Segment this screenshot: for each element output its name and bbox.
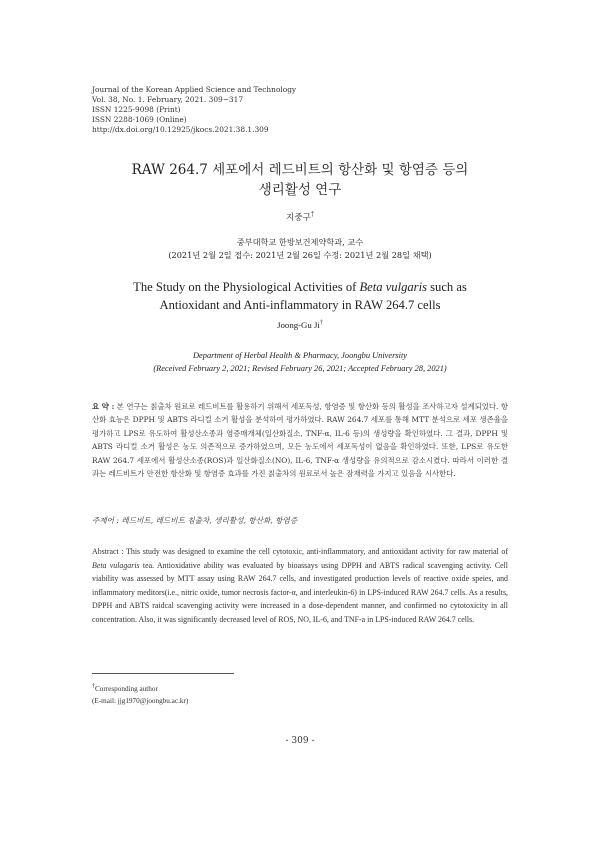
issn-print: ISSN 1225-9098 (Print) bbox=[92, 105, 181, 114]
title-en-pre: The Study on the Physiological Activities of bbox=[133, 280, 360, 294]
footnote bbox=[92, 683, 188, 707]
affiliation-kr-dept: 중부대학교 한방보건제약학과, 교수 bbox=[236, 237, 364, 247]
journal-info bbox=[92, 85, 296, 135]
affiliation-en bbox=[0, 350, 600, 375]
author-kr-mark: † bbox=[310, 211, 314, 219]
author-kr-name: 지중구 bbox=[286, 213, 311, 223]
journal-name: Journal of the Korean Applied Science and Technology bbox=[92, 85, 297, 94]
footnote-corresponding: Corresponding author bbox=[95, 685, 158, 693]
affiliation-kr bbox=[0, 236, 600, 262]
title-en-line2: Antioxidant and Anti-inflammatory in RAW 264.7 cells bbox=[159, 298, 441, 312]
journal-volume: Vol. 38, No. 1. February, 2021. 309~317 bbox=[92, 95, 244, 104]
title-en-species: Beta vulgaris bbox=[359, 280, 427, 294]
page-number: - 309 - bbox=[285, 736, 315, 746]
abstract-kr-label: 요 약 : bbox=[92, 402, 115, 411]
footnote-email: (E-mail: jjg1970@joongbu.ac.kr) bbox=[92, 697, 189, 705]
affiliation-en-dept: Department of Herbal Health & Pharmacy, Joongbu University bbox=[193, 351, 407, 360]
footnote-mark: † bbox=[92, 683, 95, 690]
keywords-kr: 주제어 : 레드비트, 레드비트 침출차, 생리활성, 항산화, 항염증 bbox=[92, 516, 298, 525]
author-en bbox=[0, 320, 600, 330]
title-kr-line1: RAW 264.7 세포에서 레드비트의 항산화 및 항염증 등의 bbox=[131, 162, 469, 178]
title-kr-line2: 생리활성 연구 bbox=[258, 182, 342, 198]
title-en-line1 bbox=[0, 278, 600, 297]
title-en-post: such as bbox=[426, 280, 467, 294]
author-en-name: Joong-Gu Ji bbox=[277, 320, 320, 330]
author-kr bbox=[0, 211, 600, 223]
abstract-kr-text: 본 연구는 칡출차 원료로 레드비트를 활용하기 위해서 세포독성, 항염증 및 항산화 등의 활성을 조사하고자 설계되었다. 항산화 효능은 DPPH 및 ABTS 라디컬 소거 활성을 분석하여 평가하였다. RAW 264.7 세포를 통해 MTT 분석으로 세포 생존율을 평가하고 LPS로 유도하여 활성산소종과 염증매개체(일산화질소, TNF-α, IL-6 등)의 생성량을 확인하였다. 그 결과, DPPH 및 ABTS 라디컬 소거 활성은 농도 의존적으로 증가하였으며, 모든 농도에서 세포독성이 없음을 확인하였다. 또한, LPS로 유도한 RAW 264.7 세포에서 활성산소종(ROS)과 일산화질소(NO), IL-6, TNF-α 생성량을 유의적으로 감소시켰다. 따라서 이러한 결과는 레드비트가 안전한 항산화 및 항염증 효과를 가진 칡출차의 원료로서 높은 잠재력을 가지고 있음을 시사한다. bbox=[92, 402, 508, 479]
author-en-mark: † bbox=[319, 320, 323, 327]
abstract-kr bbox=[92, 400, 508, 480]
affiliation-en-dates: (Received February 2, 2021; Revised February 26, 2021; Accepted February 28, 2021) bbox=[153, 363, 447, 373]
abstract-en-species: Beta vulagaris bbox=[92, 560, 140, 570]
affiliation-kr-dates: (2021년 2월 2일 접수: 2021년 2월 26일 수정: 2021년 2월 28일 채택) bbox=[168, 250, 432, 260]
doi-link[interactable]: http://dx.doi.org/10.12925/jkocs.2021.38.1.309 bbox=[92, 125, 269, 134]
abstract-en bbox=[92, 545, 508, 627]
footnote-rule bbox=[92, 673, 234, 674]
abstract-en-text-b: tea. Antioxidative ability was evaluated by bioassays using DPPH and ABTS radical scavenging activity. Cell viability was assessed by MTT assay using RAW 264.7 cells, and investigated production levels of reactive oxide speies, and inflammatory meditors(i.e., nitric oxide, tumor necrosis factor-α, and interleukin-6) in LPS-induced RAW 264.7 cells. As a results, DPPH and ABTS raidcal scavenging activity were increased in a dose-dependent manner, and confirmed no cytotoxicity in all concentration. Also, it was significantly decreased level of ROS, NO, IL-6, and TNF-a in LPS-induced RAW 264.7 cells. bbox=[92, 560, 508, 624]
abstract-en-text-a: This study was designed to examine the cell cytotoxic, anti-inflammatory, and antioxidant activity for raw material of bbox=[126, 547, 508, 556]
abstract-en-label: Abstract : bbox=[92, 547, 124, 556]
issn-online: ISSN 2288-1069 (Online) bbox=[92, 115, 187, 124]
